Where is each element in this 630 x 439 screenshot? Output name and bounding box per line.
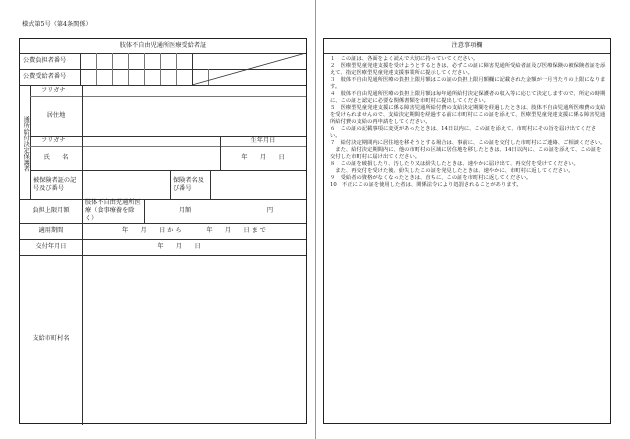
certificate-title: 肢体不自由児通所医療受給者証 — [119, 42, 207, 50]
notice-item: ９ 受給者の資格がなくなったときは、直ちに、この証を市町村に返してください。 — [330, 174, 532, 181]
furigana-label-2: フリガナ — [41, 137, 66, 145]
notice-panel — [323, 38, 611, 424]
address-label: 居住地 — [46, 112, 66, 120]
notice-item: ７ 給付決定期間内に居住地を移そうとする場合は、事前に、この証を交付した市町村にご連絡、ご相談ください。 — [330, 139, 606, 146]
issue-date-value: 年 月 日 — [157, 243, 201, 251]
limit-description: 肢体不自由児通所医療（食事療養を除く） — [85, 199, 141, 222]
notice-item: ６ この証の記載事項に変更があったときは、14日以内に、この証を添えて、市町村にその旨を届け出てください。 — [330, 125, 597, 139]
limit-label: 負担上限月額 — [32, 207, 70, 215]
guardian-side-label: 通所給付決定保護者 — [22, 116, 30, 172]
notice-item: ３ 肢体不自由児通所医療の負担上限月額はこの証の負担上限月額欄に記載された金額が一月当たりの上限になります。 — [330, 76, 606, 90]
issue-date-label: 交付年月日 — [35, 243, 67, 251]
notice-item: ５ 医療型児童発達支援に係る障害児通所給付費の支給決定期間を経過したときは、肢体不自由児通所医療費の支給を受けられませんので、支給決定期間を経過する前に市町村にこの証を添えて、医療型児童発達支援に係る障害児通所給付費の支給の再申請をしてください。 — [330, 104, 606, 125]
notice-item: ２ 医療型児童発達支援を受けようとするときは、必ずこの証に障害児通所受給者証及び医療保険の被保険者証を添えて、指定医療型児童発達支援事業所に提示してください。 — [330, 62, 606, 76]
notice-item: 10 不正にこの証を使用した者は、関係法令により処罰されることがあります。 — [330, 181, 522, 188]
certificate-panel — [19, 38, 307, 424]
monthly-label: 月額 — [178, 207, 192, 215]
insured-card-label: 被保険者証の記号及び番号 — [33, 176, 77, 192]
municipality-label: 支給市町村名 — [32, 335, 70, 343]
fold-line — [315, 0, 316, 439]
notice-item: また、再交付を受けた後、紛失したこの証を発見したときは、速やかに、市町村に返してください。 — [330, 167, 574, 174]
payer-number-label: 公費負担者番号 — [23, 57, 67, 65]
notice-list — [330, 56, 606, 189]
period-value: 年 月 日 か ら 年 月 日 ま で — [122, 227, 266, 235]
form-number-label: 様式第5号（第4条関係） — [22, 21, 92, 28]
notice-item: ４ 肢体不自由児通所医療の負担上限月額は毎年通所給付決定保護者の収入等に応じて決定しますので、所定の時期に、この証と認定に必要な関係書類を市町村に提出してください。 — [330, 90, 606, 104]
notice-item: また、給付決定期間内に、他の市町村の区域に居住地を移したときは、14日以内に、この証を添えて、この証を交付した市町村に届け出てください。 — [330, 146, 602, 160]
dob-value: 年 月 日 — [241, 154, 285, 162]
recipient-number-label: 公費受給者番号 — [23, 73, 67, 81]
furigana-label: フリガナ — [41, 86, 66, 94]
notice-title: 注意事項欄 — [451, 42, 483, 50]
notice-item: ８ この証を破損したり、汚したり又は紛失したときは、速やかに届け出て、再交付を受けてください。 — [330, 160, 579, 167]
period-label: 適用期間 — [38, 227, 64, 235]
insurer-label: 保険者名及び番号 — [173, 176, 204, 192]
notice-item: １ この証は、各面をよく読んで大切に持っていてください。 — [330, 56, 479, 62]
name-label: 氏 名 — [43, 154, 69, 162]
yen-label: 円 — [266, 207, 274, 215]
dob-label: 生年月日 — [250, 137, 276, 145]
unused-field-diagonal — [192, 53, 306, 85]
